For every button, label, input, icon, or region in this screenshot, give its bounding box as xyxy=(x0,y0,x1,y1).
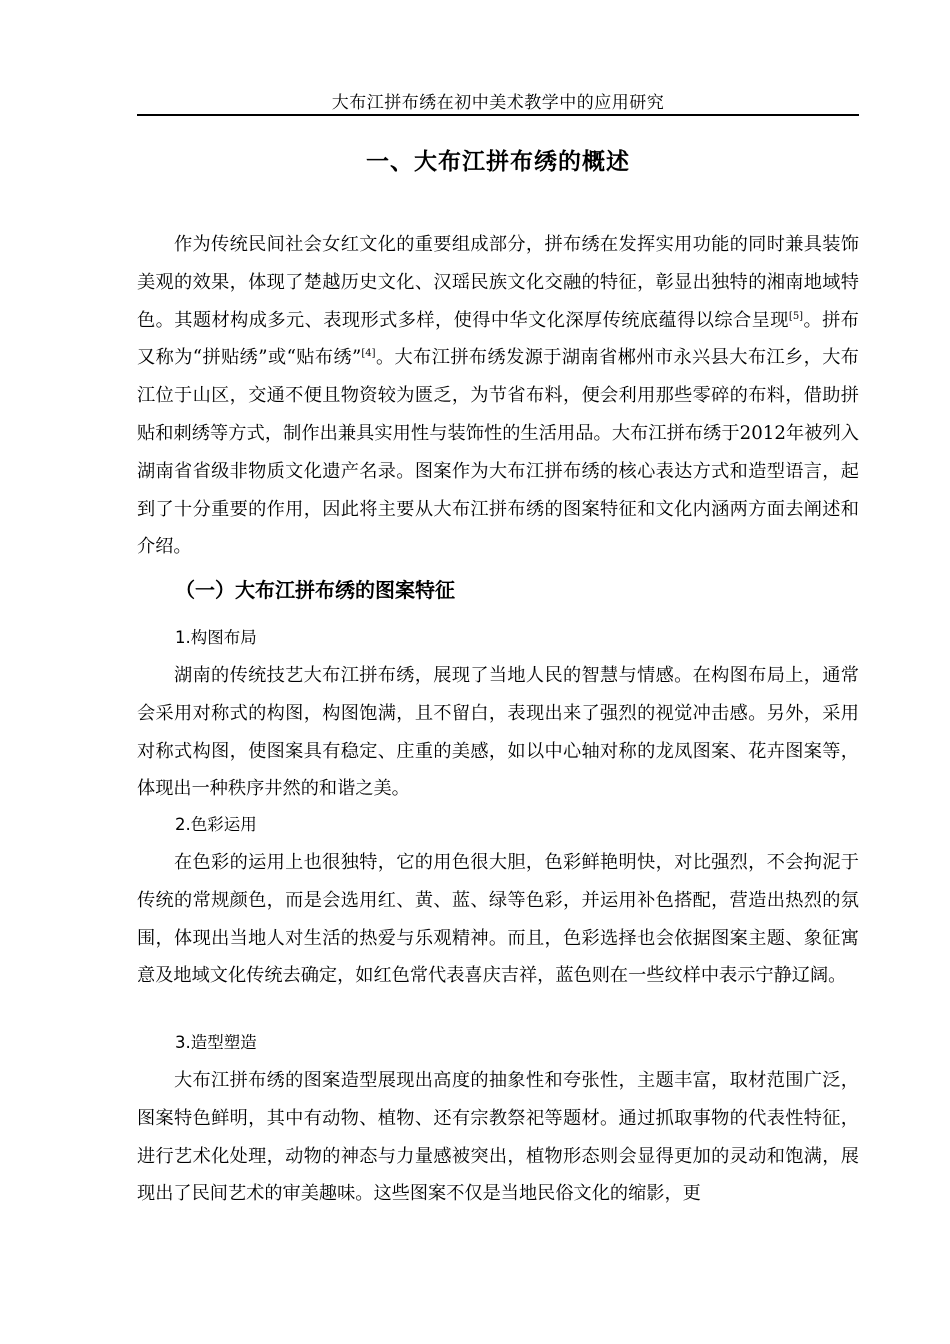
paragraph-composition: 湖南的传统技艺大布江拼布绣，展现了当地人民的智慧与情感。在构图布局上，通常会采用对称式的构图，构图饱满，且不留白，表现出来了强烈的视觉冲击感。另外，采用对称式构图，使图案具有稳定、庄重的美感，如以中心轴对称的龙凤图案、花卉图案等，体现出一种秩序井然的和谐之美。 xyxy=(137,665,859,800)
intro-text-part1: 作为传统民间社会女红文化的重要组成部分，拼布绣在发挥实用功能的同时兼具装饰美观的效果，体现了楚越历史文化、汉瑶民族文化交融的特征，彰显出独特的湘南地域特色。其题材构成多元、表现形式多样，使得中华文化深厚传统底蕴得以综合呈现 xyxy=(137,234,859,331)
item-heading-composition: 1.构图布局 xyxy=(175,628,257,647)
running-header: 大布江拼布绣在初中美术教学中的应用研究 xyxy=(331,93,665,113)
header-rule xyxy=(137,114,859,116)
item-heading-color: 2.色彩运用 xyxy=(175,815,257,834)
section-heading: （一）大布江拼布绣的图案特征 xyxy=(175,578,455,602)
citation-ref-5: [5] xyxy=(788,310,804,322)
intro-paragraph xyxy=(137,226,859,566)
paragraph-shape: 大布江拼布绣的图案造型展现出高度的抽象性和夸张性，主题丰富，取材范围广泛，图案特色鲜明，其中有动物、植物、还有宗教祭祀等题材。通过抓取事物的代表性特征，进行艺术化处理，动物的神态与力量感被突出，植物形态则会显得更加的灵动和饱满，展现出了民间艺术的审美趣味。这些图案不仅是当地民俗文化的缩影，更 xyxy=(137,1070,859,1205)
item-heading-shape: 3.造型塑造 xyxy=(175,1033,257,1052)
intro-text-part2: 。拼布又称为“拼贴绣”或“贴布绣” xyxy=(137,309,859,369)
intro-text-part3: 。大布江拼布绣发源于湖南省郴州市永兴县大布江乡，大布江位于山区，交通不便且物资较为匮乏，为节省布料，便会利用那些零碎的布料，借助拼贴和刺绣等方式，制作出兼具实用性与装饰性的生活用品。大布江拼布绣于2012年被列入湖南省省级非物质文化遗产名录。图案作为大布江拼布绣的核心表达方式和造型语言，起到了十分重要的作用，因此将主要从大布江拼布绣的图案特征和文化内涵两方面去阐述和介绍。 xyxy=(137,347,859,558)
paragraph-color: 在色彩的运用上也很独特，它的用色很大胆，色彩鲜艳明快，对比强烈，不会拘泥于传统的常规颜色，而是会选用红、黄、蓝、绿等色彩，并运用补色搭配，营造出热烈的氛围，体现出当地人对生活的热爱与乐观精神。而且，色彩选择也会依据图案主题、象征寓意及地域文化传统去确定，如红色常代表喜庆吉祥，蓝色则在一些纹样中表示宁静辽阔。 xyxy=(137,852,859,987)
citation-ref-4: [4] xyxy=(361,348,376,360)
chapter-title: 一、大布江拼布绣的概述 xyxy=(366,149,630,175)
